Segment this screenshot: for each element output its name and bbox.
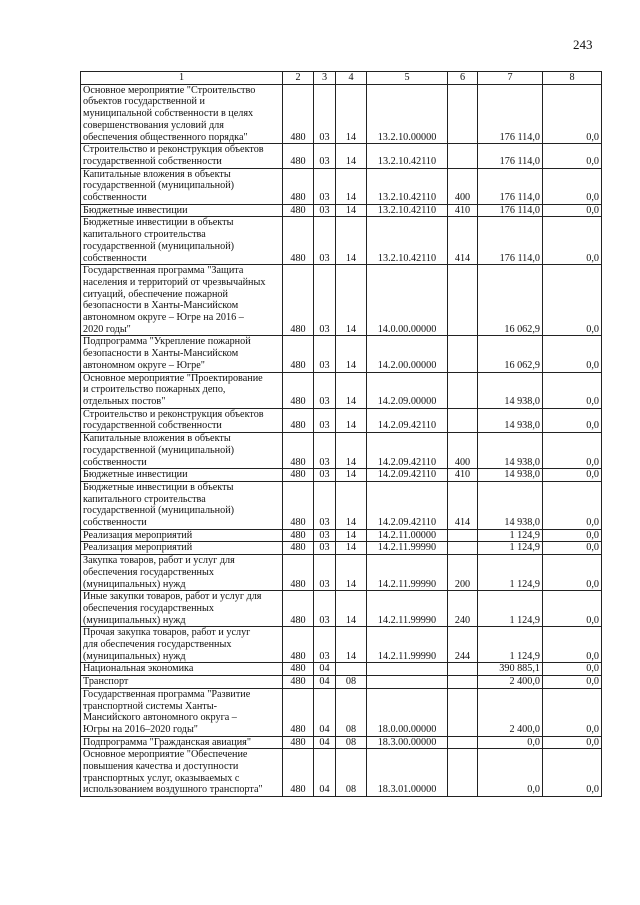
subsection-cell: 14 (336, 555, 367, 591)
expense-type-cell: 414 (448, 481, 478, 529)
expense-type-cell: 200 (448, 555, 478, 591)
expense-type-cell (448, 736, 478, 749)
target-article-cell: 14.2.11.99990 (367, 591, 448, 627)
target-article-cell: 18.0.00.00000 (367, 688, 448, 736)
amount2-cell: 0,0 (543, 433, 602, 469)
section-cell: 03 (314, 591, 336, 627)
target-article-cell: 14.2.09.42110 (367, 481, 448, 529)
row-name-cell: Строительство и реконструкция объектов государственной собственности (81, 408, 283, 432)
table-row (81, 555, 602, 591)
amount2-cell: 0,0 (543, 204, 602, 217)
column-header: 6 (448, 72, 478, 85)
row-name-cell: Иные закупки товаров, работ и услуг для обеспечения государственных (муниципальных) нужд (81, 591, 283, 627)
amount-cell: 0,0 (478, 736, 543, 749)
section-cell: 03 (314, 372, 336, 408)
expense-type-cell (448, 663, 478, 676)
expense-type-cell: 414 (448, 217, 478, 265)
admin-code-cell: 480 (283, 529, 314, 542)
row-name-cell: Бюджетные инвестиции (81, 469, 283, 482)
amount2-cell: 0,0 (543, 217, 602, 265)
amount2-cell: 0,0 (543, 736, 602, 749)
expense-type-cell: 410 (448, 469, 478, 482)
section-cell: 03 (314, 168, 336, 204)
column-header: 3 (314, 72, 336, 85)
section-cell: 03 (314, 529, 336, 542)
admin-code-cell: 480 (283, 591, 314, 627)
row-name-cell: Бюджетные инвестиции в объекты капитального строительства государственной (муниципальной) собственности (81, 481, 283, 529)
target-article-cell: 14.2.11.00000 (367, 529, 448, 542)
target-article-cell (367, 676, 448, 689)
admin-code-cell: 480 (283, 469, 314, 482)
amount2-cell: 0,0 (543, 481, 602, 529)
subsection-cell: 14 (336, 481, 367, 529)
admin-code-cell: 480 (283, 372, 314, 408)
row-name-cell: Капитальные вложения в объекты государственной (муниципальной) собственности (81, 433, 283, 469)
amount2-cell: 0,0 (543, 542, 602, 555)
subsection-cell: 14 (336, 144, 367, 168)
expense-type-cell (448, 749, 478, 797)
table-row (81, 627, 602, 663)
amount2-cell: 0,0 (543, 84, 602, 144)
amount-cell: 1 124,9 (478, 555, 543, 591)
subsection-cell (336, 663, 367, 676)
subsection-cell: 14 (336, 433, 367, 469)
target-article-cell: 14.0.00.00000 (367, 265, 448, 336)
amount-cell: 2 400,0 (478, 676, 543, 689)
row-name-cell: Реализация мероприятий (81, 542, 283, 555)
target-article-cell: 14.2.11.99990 (367, 542, 448, 555)
admin-code-cell: 480 (283, 542, 314, 555)
row-name-cell: Государственная программа "Защита населения и территорий от чрезвычайных ситуаций, обеспечение пожарной безопасности в Ханты-Мансийском автономном округе – Югре на 2016 – 2020 годы" (81, 265, 283, 336)
table-row (81, 688, 602, 736)
admin-code-cell: 480 (283, 168, 314, 204)
table-header-row (81, 72, 602, 85)
admin-code-cell: 480 (283, 336, 314, 372)
amount-cell: 14 938,0 (478, 481, 543, 529)
amount-cell: 1 124,9 (478, 529, 543, 542)
section-cell: 04 (314, 688, 336, 736)
row-name-cell: Бюджетные инвестиции в объекты капитального строительства государственной (муниципальной) собственности (81, 217, 283, 265)
section-cell: 04 (314, 676, 336, 689)
amount-cell: 14 938,0 (478, 372, 543, 408)
table-row (81, 204, 602, 217)
amount-cell: 176 114,0 (478, 84, 543, 144)
section-cell: 03 (314, 469, 336, 482)
target-article-cell: 18.3.00.00000 (367, 736, 448, 749)
amount2-cell: 0,0 (543, 336, 602, 372)
amount2-cell: 0,0 (543, 555, 602, 591)
amount-cell: 1 124,9 (478, 627, 543, 663)
target-article-cell: 14.2.11.99990 (367, 555, 448, 591)
expense-type-cell: 240 (448, 591, 478, 627)
target-article-cell: 14.2.09.42110 (367, 408, 448, 432)
column-header: 4 (336, 72, 367, 85)
column-header: 7 (478, 72, 543, 85)
admin-code-cell: 480 (283, 736, 314, 749)
amount2-cell: 0,0 (543, 663, 602, 676)
target-article-cell: 13.2.10.00000 (367, 84, 448, 144)
amount2-cell: 0,0 (543, 372, 602, 408)
expense-type-cell (448, 676, 478, 689)
target-article-cell: 13.2.10.42110 (367, 144, 448, 168)
amount-cell: 176 114,0 (478, 217, 543, 265)
table-row (81, 469, 602, 482)
section-cell: 03 (314, 144, 336, 168)
expense-type-cell: 410 (448, 204, 478, 217)
row-name-cell: Закупка товаров, работ и услуг для обеспечения государственных (муниципальных) нужд (81, 555, 283, 591)
section-cell: 03 (314, 265, 336, 336)
table-row (81, 336, 602, 372)
table-row (81, 481, 602, 529)
row-name-cell: Государственная программа "Развитие транспортной системы Ханты- Мансийского автономного округа – Югры на 2016–2020 годы" (81, 688, 283, 736)
table-row (81, 217, 602, 265)
subsection-cell: 14 (336, 542, 367, 555)
table-row (81, 591, 602, 627)
expense-type-cell: 244 (448, 627, 478, 663)
amount-cell: 0,0 (478, 749, 543, 797)
target-article-cell: 13.2.10.42110 (367, 168, 448, 204)
amount-cell: 14 938,0 (478, 433, 543, 469)
subsection-cell: 14 (336, 336, 367, 372)
column-header: 1 (81, 72, 283, 85)
subsection-cell: 08 (336, 676, 367, 689)
table-row (81, 144, 602, 168)
amount-cell: 16 062,9 (478, 336, 543, 372)
section-cell: 04 (314, 736, 336, 749)
row-name-cell: Основное мероприятие "Обеспечение повышения качества и доступности транспортных услуг, оказываемых с использованием воздушного транспорта" (81, 749, 283, 797)
subsection-cell: 08 (336, 749, 367, 797)
expense-type-cell (448, 372, 478, 408)
row-name-cell: Основное мероприятие "Проектирование и строительство пожарных депо, отдельных постов" (81, 372, 283, 408)
section-cell: 03 (314, 84, 336, 144)
amount2-cell: 0,0 (543, 627, 602, 663)
page-number: 243 (573, 37, 593, 52)
amount-cell: 176 114,0 (478, 144, 543, 168)
target-article-cell: 18.3.01.00000 (367, 749, 448, 797)
column-header: 2 (283, 72, 314, 85)
amount2-cell: 0,0 (543, 408, 602, 432)
table-row (81, 736, 602, 749)
table-row (81, 408, 602, 432)
amount-cell: 2 400,0 (478, 688, 543, 736)
expense-type-cell: 400 (448, 168, 478, 204)
expense-type-cell: 400 (448, 433, 478, 469)
row-name-cell: Прочая закупка товаров, работ и услуг для обеспечения государственных (муниципальных) нужд (81, 627, 283, 663)
row-name-cell: Основное мероприятие "Строительство объектов государственной и муниципальной собственности в целях совершенствования условий для обеспечения общественного порядка" (81, 84, 283, 144)
target-article-cell: 14.2.00.00000 (367, 336, 448, 372)
admin-code-cell: 480 (283, 676, 314, 689)
amount-cell: 1 124,9 (478, 542, 543, 555)
amount2-cell: 0,0 (543, 168, 602, 204)
row-name-cell: Капитальные вложения в объекты государственной (муниципальной) собственности (81, 168, 283, 204)
section-cell: 04 (314, 749, 336, 797)
amount-cell: 176 114,0 (478, 168, 543, 204)
table-row (81, 168, 602, 204)
row-name-cell: Подпрограмма "Гражданская авиация" (81, 736, 283, 749)
target-article-cell: 14.2.09.42110 (367, 469, 448, 482)
amount2-cell: 0,0 (543, 688, 602, 736)
section-cell: 03 (314, 481, 336, 529)
expense-type-cell (448, 408, 478, 432)
admin-code-cell: 480 (283, 144, 314, 168)
amount2-cell: 0,0 (543, 591, 602, 627)
amount2-cell: 0,0 (543, 749, 602, 797)
subsection-cell: 14 (336, 84, 367, 144)
row-name-cell: Транспорт (81, 676, 283, 689)
amount-cell: 14 938,0 (478, 408, 543, 432)
admin-code-cell: 480 (283, 217, 314, 265)
subsection-cell: 08 (336, 688, 367, 736)
subsection-cell: 14 (336, 168, 367, 204)
section-cell: 04 (314, 663, 336, 676)
row-name-cell: Реализация мероприятий (81, 529, 283, 542)
admin-code-cell: 480 (283, 749, 314, 797)
target-article-cell: 14.2.09.42110 (367, 433, 448, 469)
admin-code-cell: 480 (283, 663, 314, 676)
amount2-cell: 0,0 (543, 469, 602, 482)
row-name-cell: Подпрограмма "Укрепление пожарной безопасности в Ханты-Мансийском автономном округе – Югре" (81, 336, 283, 372)
amount-cell: 16 062,9 (478, 265, 543, 336)
admin-code-cell: 480 (283, 84, 314, 144)
budget-table (80, 71, 602, 797)
expense-type-cell (448, 84, 478, 144)
table-row (81, 663, 602, 676)
amount2-cell: 0,0 (543, 676, 602, 689)
expense-type-cell (448, 688, 478, 736)
section-cell: 03 (314, 408, 336, 432)
admin-code-cell: 480 (283, 433, 314, 469)
subsection-cell: 08 (336, 736, 367, 749)
amount2-cell: 0,0 (543, 144, 602, 168)
subsection-cell: 14 (336, 591, 367, 627)
section-cell: 03 (314, 555, 336, 591)
amount2-cell: 0,0 (543, 529, 602, 542)
target-article-cell: 13.2.10.42110 (367, 204, 448, 217)
target-article-cell: 13.2.10.42110 (367, 217, 448, 265)
section-cell: 03 (314, 542, 336, 555)
admin-code-cell: 480 (283, 204, 314, 217)
subsection-cell: 14 (336, 217, 367, 265)
subsection-cell: 14 (336, 265, 367, 336)
target-article-cell: 14.2.11.99990 (367, 627, 448, 663)
subsection-cell: 14 (336, 469, 367, 482)
column-header: 5 (367, 72, 448, 85)
amount-cell: 390 885,1 (478, 663, 543, 676)
section-cell: 03 (314, 204, 336, 217)
section-cell: 03 (314, 217, 336, 265)
table-row (81, 676, 602, 689)
admin-code-cell: 480 (283, 408, 314, 432)
table-row (81, 265, 602, 336)
section-cell: 03 (314, 627, 336, 663)
admin-code-cell: 480 (283, 265, 314, 336)
amount2-cell: 0,0 (543, 265, 602, 336)
subsection-cell: 14 (336, 529, 367, 542)
subsection-cell: 14 (336, 627, 367, 663)
amount-cell: 1 124,9 (478, 591, 543, 627)
section-cell: 03 (314, 433, 336, 469)
target-article-cell (367, 663, 448, 676)
row-name-cell: Строительство и реконструкция объектов государственной собственности (81, 144, 283, 168)
admin-code-cell: 480 (283, 555, 314, 591)
admin-code-cell: 480 (283, 688, 314, 736)
amount-cell: 176 114,0 (478, 204, 543, 217)
column-header: 8 (543, 72, 602, 85)
subsection-cell: 14 (336, 372, 367, 408)
expense-type-cell (448, 265, 478, 336)
amount-cell: 14 938,0 (478, 469, 543, 482)
admin-code-cell: 480 (283, 627, 314, 663)
expense-type-cell (448, 529, 478, 542)
table-row (81, 372, 602, 408)
subsection-cell: 14 (336, 408, 367, 432)
table-row (81, 529, 602, 542)
table-row (81, 84, 602, 144)
row-name-cell: Бюджетные инвестиции (81, 204, 283, 217)
section-cell: 03 (314, 336, 336, 372)
table-row (81, 749, 602, 797)
table-row (81, 542, 602, 555)
row-name-cell: Национальная экономика (81, 663, 283, 676)
target-article-cell: 14.2.09.00000 (367, 372, 448, 408)
table-row (81, 433, 602, 469)
expense-type-cell (448, 144, 478, 168)
admin-code-cell: 480 (283, 481, 314, 529)
expense-type-cell (448, 336, 478, 372)
expense-type-cell (448, 542, 478, 555)
subsection-cell: 14 (336, 204, 367, 217)
